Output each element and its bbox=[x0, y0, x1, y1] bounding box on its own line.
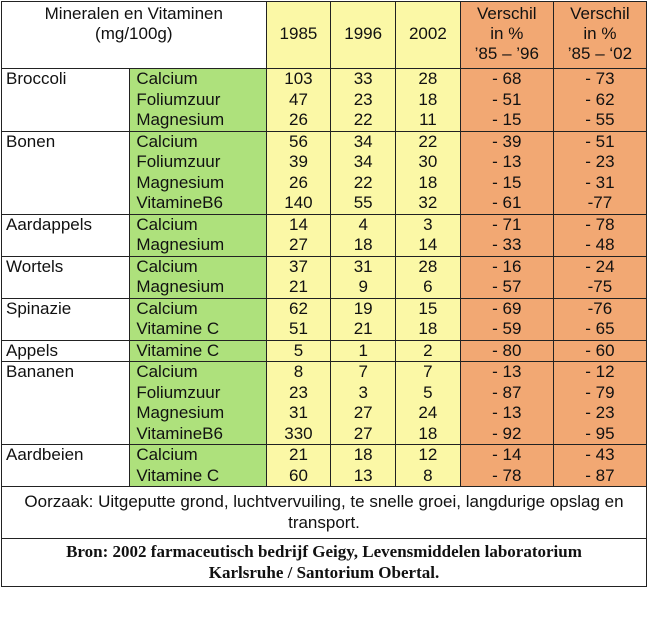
diff-85-96-value: - 87 bbox=[492, 382, 522, 402]
nutrient-name-value: Foliumzuur bbox=[136, 89, 221, 109]
value-1985 bbox=[266, 340, 331, 362]
header-diff-85-96-line1: Verschil bbox=[477, 4, 537, 23]
diff-85-96-value: - 61 bbox=[492, 193, 522, 212]
value-1996-value: 9 bbox=[358, 277, 368, 296]
value-1996-value: 18 bbox=[353, 235, 373, 254]
header-diff-85-96-line3: ’85 – ’96 bbox=[474, 44, 539, 63]
value-2002-value: 18 bbox=[418, 172, 438, 192]
value-1985-value: 21 bbox=[288, 277, 308, 296]
product-name: Appels bbox=[2, 340, 130, 362]
value-2002-value: 8 bbox=[423, 465, 433, 485]
nutrient-name-value: Calcium bbox=[136, 362, 198, 381]
value-1996-value: 22 bbox=[353, 110, 373, 129]
product-name: Spinazie bbox=[2, 298, 130, 340]
value-1985-value: 21 bbox=[288, 445, 308, 464]
nutrient-name-value: Calcium bbox=[136, 69, 198, 88]
header-diff-85-02-line3: ’85 – ‘02 bbox=[567, 44, 633, 63]
diff-85-96-value: - 39 bbox=[492, 131, 522, 151]
value-1985 bbox=[266, 214, 331, 256]
value-2002-value: 28 bbox=[418, 256, 438, 276]
value-2002-value: 22 bbox=[418, 131, 438, 151]
header-year-1985: 1985 bbox=[266, 2, 331, 69]
value-2002-value: 15 bbox=[418, 298, 438, 318]
value-1996-value: 55 bbox=[353, 193, 373, 212]
diff-85-02-value: - 62 bbox=[585, 89, 615, 109]
value-1996-value: 18 bbox=[353, 445, 373, 464]
diff-85-02-value: - 23 bbox=[585, 152, 615, 171]
diff-85-02-value: - 79 bbox=[585, 382, 615, 402]
diff-85-02-value: - 65 bbox=[585, 319, 615, 338]
diff-85-02 bbox=[553, 362, 646, 445]
diff-85-96-value: - 51 bbox=[492, 89, 522, 109]
diff-85-02-value: - 55 bbox=[585, 110, 615, 129]
value-1996 bbox=[331, 69, 396, 132]
diff-85-96-value: - 68 bbox=[492, 69, 522, 88]
value-1985-value: 56 bbox=[288, 131, 308, 151]
value-2002 bbox=[396, 362, 461, 445]
product-name: Aardappels bbox=[2, 214, 130, 256]
value-2002-value: 7 bbox=[423, 362, 433, 381]
product-name: Wortels bbox=[2, 256, 130, 298]
product-group-row bbox=[2, 214, 647, 256]
diff-85-96 bbox=[460, 298, 553, 340]
value-1985 bbox=[266, 256, 331, 298]
diff-85-96-value: - 13 bbox=[492, 362, 522, 381]
value-1985-value: 39 bbox=[288, 152, 308, 171]
header-title-cell bbox=[2, 2, 267, 69]
value-1996-value: 31 bbox=[353, 256, 373, 276]
value-2002-value: 30 bbox=[418, 152, 438, 171]
diff-85-96 bbox=[460, 131, 553, 214]
diff-85-02 bbox=[553, 214, 646, 256]
value-1985 bbox=[266, 131, 331, 214]
value-1996 bbox=[331, 214, 396, 256]
product-name: Bananen bbox=[2, 362, 130, 445]
product-group-row bbox=[2, 362, 647, 445]
nutrient-name-value: Magnesium bbox=[136, 172, 225, 192]
value-1996-value: 27 bbox=[353, 403, 373, 422]
header-diff-85-02-line2: in % bbox=[583, 24, 617, 43]
header-diff-85-96-line2: in % bbox=[490, 24, 524, 43]
value-1985-value: 60 bbox=[288, 465, 308, 485]
diff-85-96-value: - 71 bbox=[492, 214, 522, 234]
value-2002-value: 18 bbox=[418, 319, 438, 338]
value-1996-value: 21 bbox=[353, 319, 373, 338]
diff-85-02-value: - 12 bbox=[585, 362, 615, 381]
value-1985 bbox=[266, 298, 331, 340]
value-2002 bbox=[396, 298, 461, 340]
source-line-2: Karlsruhe / Santorium Obertal. bbox=[208, 563, 440, 582]
diff-85-96-value: - 33 bbox=[492, 235, 522, 254]
value-1985-value: 140 bbox=[284, 193, 313, 212]
diff-85-96 bbox=[460, 340, 553, 362]
value-1985-value: 27 bbox=[288, 235, 308, 254]
value-2002-value: 18 bbox=[418, 89, 438, 109]
value-1996-value: 27 bbox=[353, 423, 373, 443]
value-1996-value: 34 bbox=[353, 131, 373, 151]
value-1985-value: 37 bbox=[288, 256, 308, 276]
value-2002-value: 3 bbox=[423, 214, 433, 234]
value-2002 bbox=[396, 445, 461, 487]
value-1996 bbox=[331, 298, 396, 340]
value-1996-value: 19 bbox=[353, 298, 373, 318]
value-1996 bbox=[331, 362, 396, 445]
value-2002-value: 24 bbox=[418, 403, 438, 422]
header-unit: (mg/100g) bbox=[95, 24, 173, 43]
diff-85-02-value: - 48 bbox=[585, 235, 615, 254]
value-1985-value: 5 bbox=[293, 340, 304, 360]
diff-85-96-value: - 80 bbox=[492, 340, 522, 360]
value-1985-value: 8 bbox=[293, 362, 304, 381]
nutrient-name-value: Calcium bbox=[136, 298, 198, 318]
value-1985-value: 330 bbox=[284, 423, 313, 443]
diff-85-02 bbox=[553, 256, 646, 298]
value-1985-value: 51 bbox=[288, 319, 308, 338]
nutrient-name-value: Calcium bbox=[136, 256, 198, 276]
value-2002 bbox=[396, 256, 461, 298]
diff-85-02 bbox=[553, 69, 646, 132]
source-note bbox=[2, 539, 647, 587]
nutrient-name-value: Calcium bbox=[136, 214, 198, 234]
cause-row bbox=[2, 487, 647, 539]
nutrient-name-value: Calcium bbox=[136, 445, 198, 464]
diff-85-96-value: - 15 bbox=[492, 172, 522, 192]
value-2002-value: 11 bbox=[419, 110, 437, 129]
nutrient-name-value: Foliumzuur bbox=[136, 152, 221, 171]
diff-85-02-value: -76 bbox=[587, 298, 613, 318]
diff-85-02-value: - 95 bbox=[585, 423, 615, 443]
nutrient-name bbox=[130, 69, 266, 132]
nutrient-decline-table-container bbox=[1, 1, 647, 587]
diff-85-02-value: - 24 bbox=[585, 256, 615, 276]
value-2002-value: 28 bbox=[418, 69, 438, 88]
diff-85-02-value: - 43 bbox=[585, 445, 615, 464]
diff-85-02 bbox=[553, 340, 646, 362]
cause-note: Oorzaak: Uitgeputte grond, luchtvervuiling, te snelle groei, langdurige opslag en transport. bbox=[2, 487, 647, 539]
diff-85-02-value: - 60 bbox=[585, 340, 615, 360]
diff-85-96 bbox=[460, 362, 553, 445]
diff-85-96-value: - 13 bbox=[492, 152, 522, 171]
nutrient-name-value: Magnesium bbox=[136, 403, 225, 422]
value-2002 bbox=[396, 340, 461, 362]
header-year-1996: 1996 bbox=[331, 2, 396, 69]
diff-85-96-value: - 59 bbox=[492, 319, 522, 338]
value-1985 bbox=[266, 362, 331, 445]
header-diff-85-96 bbox=[460, 2, 553, 69]
diff-85-96-value: - 78 bbox=[492, 465, 522, 485]
value-1996-value: 23 bbox=[353, 89, 373, 109]
value-1985-value: 26 bbox=[288, 110, 308, 129]
diff-85-02-value: - 73 bbox=[585, 69, 615, 88]
value-1985-value: 23 bbox=[288, 382, 308, 402]
value-2002 bbox=[396, 131, 461, 214]
nutrient-name-value: Vitamine C bbox=[136, 340, 220, 360]
value-1985 bbox=[266, 69, 331, 132]
value-1996 bbox=[331, 131, 396, 214]
diff-85-02-value: -75 bbox=[587, 277, 613, 296]
value-1996-value: 22 bbox=[353, 172, 373, 192]
value-2002-value: 18 bbox=[418, 423, 438, 443]
value-2002 bbox=[396, 69, 461, 132]
nutrient-name-value: VitamineB6 bbox=[136, 423, 223, 443]
value-2002-value: 12 bbox=[418, 445, 438, 464]
diff-85-96-value: - 16 bbox=[492, 256, 522, 276]
product-group-row bbox=[2, 298, 647, 340]
header-title: Mineralen en Vitaminen bbox=[44, 4, 223, 23]
diff-85-96 bbox=[460, 256, 553, 298]
diff-85-02 bbox=[553, 131, 646, 214]
nutrient-name bbox=[130, 131, 266, 214]
diff-85-02 bbox=[553, 298, 646, 340]
value-1985-value: 26 bbox=[288, 172, 308, 192]
nutrient-name bbox=[130, 340, 266, 362]
diff-85-96 bbox=[460, 214, 553, 256]
diff-85-96-value: - 57 bbox=[492, 277, 522, 296]
product-name: Broccoli bbox=[2, 69, 130, 132]
nutrient-name-value: Magnesium bbox=[136, 235, 225, 254]
value-1996-value: 7 bbox=[358, 362, 368, 381]
value-2002-value: 5 bbox=[423, 382, 433, 402]
header-year-2002: 2002 bbox=[396, 2, 461, 69]
value-1985-value: 47 bbox=[288, 89, 308, 109]
nutrient-name bbox=[130, 214, 266, 256]
value-2002-value: 14 bbox=[418, 235, 438, 254]
header-diff-85-02-line1: Verschil bbox=[570, 4, 630, 23]
nutrient-name bbox=[130, 362, 266, 445]
diff-85-96-value: - 15 bbox=[492, 110, 522, 129]
diff-85-96-value: - 14 bbox=[492, 445, 522, 464]
nutrient-name-value: Calcium bbox=[136, 131, 198, 151]
nutrient-name-value: Magnesium bbox=[136, 277, 225, 296]
diff-85-02-value: - 23 bbox=[585, 403, 615, 422]
product-group-row bbox=[2, 69, 647, 132]
value-1996-value: 1 bbox=[358, 340, 368, 360]
value-1996 bbox=[331, 256, 396, 298]
value-2002-value: 2 bbox=[423, 340, 433, 360]
header-diff-85-02 bbox=[553, 2, 646, 69]
value-1996-value: 3 bbox=[358, 382, 368, 402]
header-row bbox=[2, 2, 647, 69]
value-1985-value: 31 bbox=[288, 403, 308, 422]
product-group-row bbox=[2, 445, 647, 487]
diff-85-96 bbox=[460, 445, 553, 487]
product-group-row bbox=[2, 256, 647, 298]
value-1996-value: 4 bbox=[358, 214, 368, 234]
value-1985-value: 62 bbox=[288, 298, 308, 318]
diff-85-02-value: - 87 bbox=[585, 465, 615, 485]
source-row bbox=[2, 539, 647, 587]
diff-85-02 bbox=[553, 445, 646, 487]
value-1996-value: 13 bbox=[353, 465, 373, 485]
diff-85-02-value: - 78 bbox=[585, 214, 615, 234]
nutrient-name bbox=[130, 256, 266, 298]
product-name: Bonen bbox=[2, 131, 130, 214]
source-line-1: Bron: 2002 farmaceutisch bedrijf Geigy, Levensmiddelen laboratorium bbox=[66, 542, 582, 561]
value-2002-value: 6 bbox=[423, 277, 433, 296]
value-2002 bbox=[396, 214, 461, 256]
product-group-row bbox=[2, 131, 647, 214]
value-1985-value: 14 bbox=[288, 214, 308, 234]
nutrient-name-value: Vitamine C bbox=[136, 319, 220, 338]
diff-85-02-value: - 51 bbox=[585, 131, 615, 151]
value-1996-value: 34 bbox=[353, 152, 373, 171]
value-1996-value: 33 bbox=[353, 69, 373, 88]
value-1996 bbox=[331, 445, 396, 487]
value-1985 bbox=[266, 445, 331, 487]
diff-85-96-value: - 13 bbox=[492, 403, 522, 422]
nutrient-name-value: Magnesium bbox=[136, 110, 225, 129]
value-1985-value: 103 bbox=[284, 69, 313, 88]
nutrient-name-value: Foliumzuur bbox=[136, 382, 221, 402]
nutrient-name-value: Vitamine C bbox=[136, 465, 220, 485]
diff-85-96-value: - 69 bbox=[492, 298, 522, 318]
nutrient-name-value: VitamineB6 bbox=[136, 193, 223, 212]
product-group-row bbox=[2, 340, 647, 362]
value-2002-value: 32 bbox=[418, 193, 438, 212]
nutrient-name bbox=[130, 445, 266, 487]
diff-85-96-value: - 92 bbox=[492, 423, 522, 443]
nutrient-name bbox=[130, 298, 266, 340]
product-name: Aardbeien bbox=[2, 445, 130, 487]
value-1996 bbox=[331, 340, 396, 362]
nutrient-decline-table bbox=[1, 1, 647, 587]
diff-85-02-value: -77 bbox=[587, 193, 613, 212]
diff-85-96 bbox=[460, 69, 553, 132]
diff-85-02-value: - 31 bbox=[585, 172, 615, 192]
